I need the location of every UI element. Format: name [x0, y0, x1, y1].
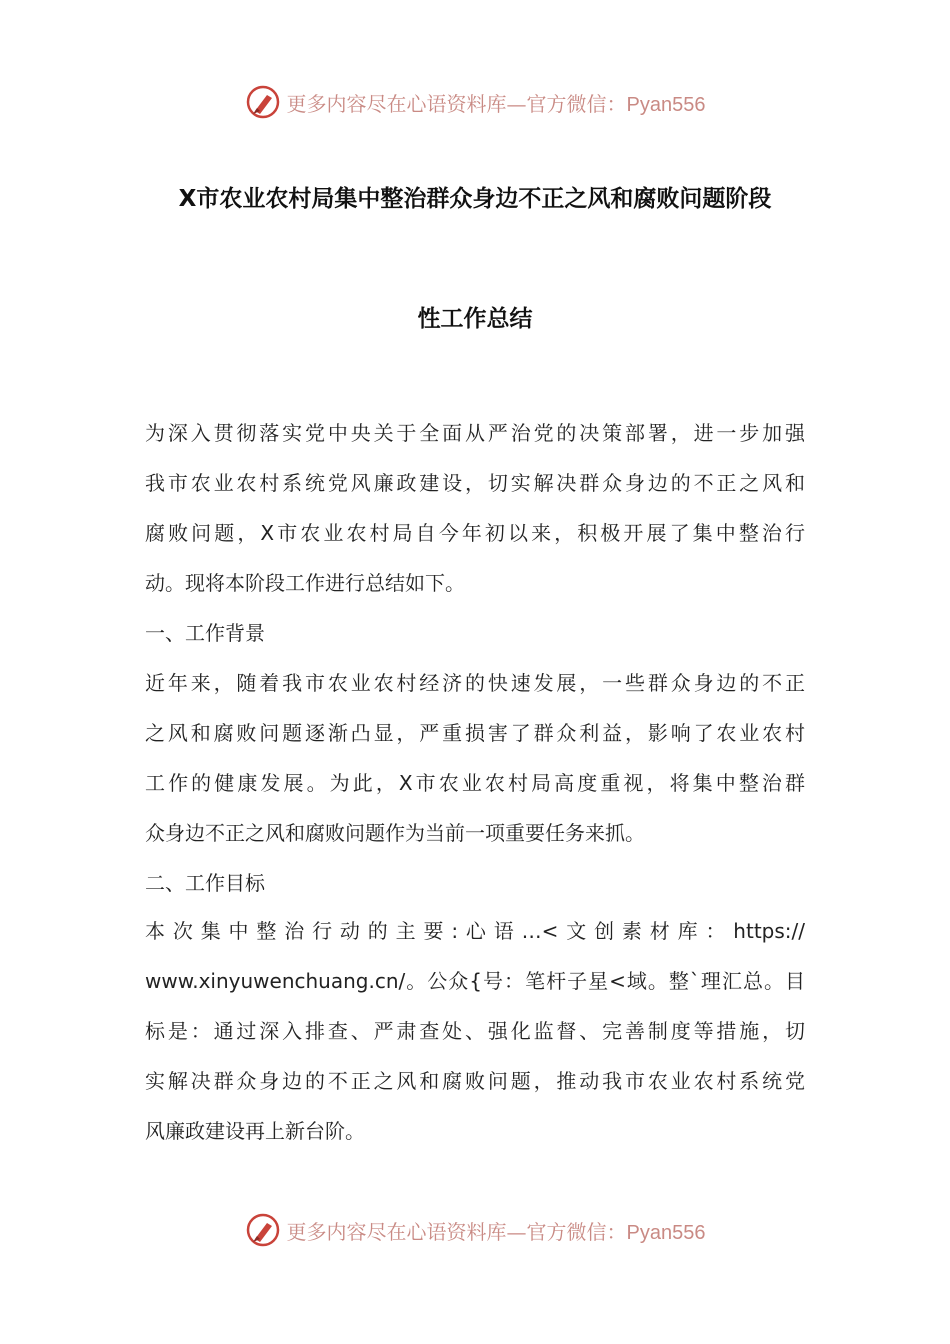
watermark-wechat-id: Pyan556	[626, 1221, 706, 1244]
body-line: 为深入贯彻落实党中央关于全面从严治党的决策部署，进一步加强	[145, 421, 805, 445]
watermark-wechat-id: Pyan556	[626, 93, 706, 116]
pen-nib-logo-icon	[245, 1212, 281, 1248]
body-line: 风廉政建设再上新台阶。	[145, 1119, 365, 1143]
body-line: 动。现将本阶段工作进行总结如下。	[145, 571, 465, 595]
section-heading: 二、工作目标	[145, 871, 265, 895]
body-line: 我市农业农村系统党风廉政建设，切实解决群众身边的不正之风和	[145, 471, 805, 495]
body-line: 之风和腐败问题逐渐凸显，严重损害了群众利益，影响了农业农村	[145, 721, 805, 745]
body-line: 工作的健康发展。为此，X市农业农村局高度重视，将集中整治群	[145, 771, 805, 795]
body-line: 标是：通过深入排查、严肃查处、强化监督、完善制度等措施，切	[145, 1019, 805, 1043]
watermark-banner-bottom	[0, 1208, 950, 1252]
document-title-line-1: X市农业农村局集中整治群众身边不正之风和腐败问题阶段	[178, 186, 772, 212]
body-line: 腐败问题，X市农业农村局自今年初以来，积极开展了集中整治行	[145, 521, 805, 545]
body-line: 近年来，随着我市农业农村经济的快速发展，一些群众身边的不正	[145, 671, 805, 695]
document-title-line-2: 性工作总结	[417, 306, 533, 332]
watermark-text: 更多内容尽在心语资料库—官方微信：Pyan556	[286, 91, 706, 116]
body-line: 本次集中整治行动的主要:心语…<文创素材库：https://	[145, 919, 805, 943]
body-line: 众身边不正之风和腐败问题作为当前一项重要任务来抓。	[145, 821, 645, 845]
watermark-banner-top	[0, 80, 950, 124]
section-heading: 一、工作背景	[145, 621, 265, 645]
watermark-text: 更多内容尽在心语资料库—官方微信：Pyan556	[286, 1219, 706, 1244]
body-line: www.xinyuwenchuang.cn/。公众{号：笔杆子星<域。整`理汇总。目	[145, 969, 805, 993]
pen-nib-logo-icon	[245, 84, 281, 120]
body-line: 实解决群众身边的不正之风和腐败问题，推动我市农业农村系统党	[145, 1069, 805, 1093]
